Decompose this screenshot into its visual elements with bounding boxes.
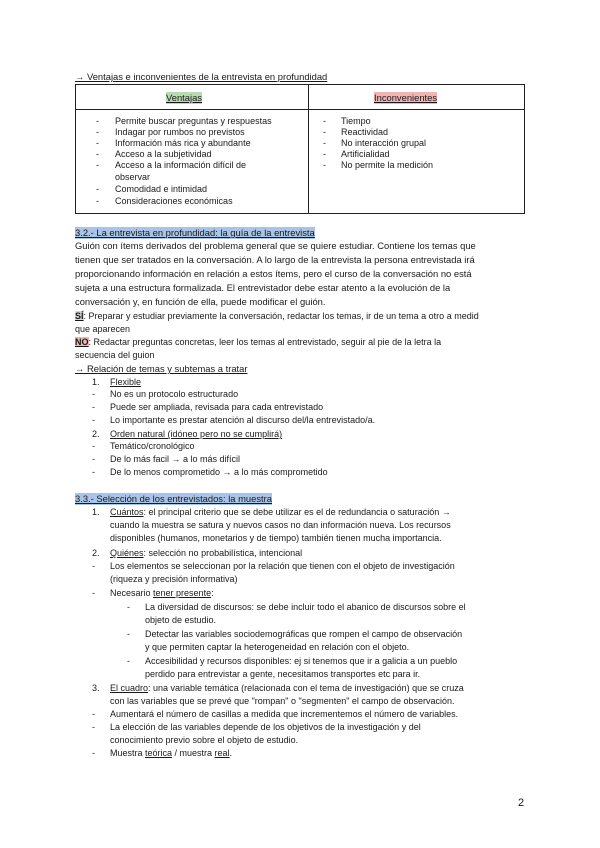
bullet: - — [92, 709, 95, 719]
cuadro-label: El cuadro — [110, 683, 149, 693]
bullet: - — [92, 389, 95, 399]
bullet: - — [96, 116, 99, 126]
advantages-table — [75, 84, 525, 214]
sub-item-cont: y que permiten captar la heterogeneidad en relación con el objeto. — [145, 642, 410, 652]
page-number: 2 — [518, 797, 525, 809]
table-header-inconvenientes: Inconvenientes — [374, 92, 438, 103]
list-item: Acceso a la información difícil de — [115, 160, 247, 170]
sub-item: Detectar las variables sociodemográficas que rompen el campo de observación — [145, 629, 463, 639]
list-number: 1. — [92, 377, 100, 387]
muestra-real: real — [214, 748, 230, 758]
paragraph-line: disponibles (humanos, monetarios y de tiempo) también tienen mucha importancia. — [110, 533, 442, 543]
paragraph-line: tienen que ser tratados en la conversación. A lo largo de la entrevista la persona entrevistada irá — [75, 254, 475, 265]
bullet: - — [127, 629, 130, 639]
bullet: - — [92, 454, 95, 464]
list-number: 2. — [92, 429, 100, 439]
list-item: Consideraciones económicas — [115, 196, 233, 206]
section-ventajas-title: → Ventajas e inconvenientes de la entrevista en profundidad — [75, 71, 328, 82]
list-item: Indagar por rumbos no previstos — [115, 127, 245, 137]
necesario-post: : — [211, 588, 214, 598]
bullet: - — [96, 149, 99, 159]
bullet: - — [96, 138, 99, 148]
list-item-cont: conocimiento previo sobre el objeto de estudio. — [110, 735, 299, 745]
si-text: : Preparar y estudiar previamente la conversación, redactar los temas, ir de un tema a otro a medid — [83, 311, 479, 321]
bullet: - — [323, 138, 326, 148]
bullet: - — [92, 402, 95, 412]
list-item: Lo importante es prestar atención al discurso del/la entrevistado/a. — [110, 415, 376, 425]
list-item: No es un protocolo estructurado — [110, 389, 239, 399]
bullet: - — [92, 722, 95, 732]
paragraph-line: cuando la muestra se satura y nuevos casos no dan información nueva. Los recursos — [110, 520, 451, 530]
muestra-pre: Muestra — [110, 748, 146, 758]
bullet: - — [92, 588, 95, 598]
bullet: - — [96, 160, 99, 170]
section-3-3-title: 3.3.- Selección de los entrevistados: la muestra — [75, 493, 272, 504]
list-item: Reactividad — [341, 127, 389, 137]
list-item: Tiempo — [341, 116, 371, 126]
flexible-label: Flexible — [110, 377, 142, 387]
bullet: - — [96, 127, 99, 137]
muestra-end: . — [229, 748, 233, 758]
list-item: De lo más facil → a lo más difícil — [110, 454, 241, 464]
cuadro-line — [110, 682, 464, 694]
tener-presente-label: tener presente — [153, 588, 212, 598]
paragraph-line: Guión con ítems derivados del problema general que se quiere estudiar. Contiene los temas que — [75, 240, 476, 251]
bullet: - — [127, 656, 130, 666]
bullet: - — [127, 602, 130, 612]
list-number: 2. — [92, 548, 100, 558]
no-text: : Redactar preguntas concretas, leer los temas al entrevistado, seguir al pie de la letra la — [88, 337, 442, 347]
sub-item: La diversidad de discursos: se debe incluir todo el abanico de discursos sobre el — [145, 602, 466, 612]
muestra-mid: / muestra — [172, 748, 215, 758]
bullet: - — [92, 748, 95, 758]
paragraph-line: con las variables que se prevé que "rompan" o "segmenten" el campo de observación. — [110, 696, 455, 706]
list-number: 3. — [92, 683, 100, 693]
no-line — [75, 336, 441, 348]
list-item-cont: observar — [115, 172, 151, 182]
paragraph-line: proporcionando información en relación a estos ítems, pero el curso de la conversación no está — [75, 268, 472, 279]
necesario-line — [110, 587, 214, 599]
bullet: - — [96, 184, 99, 194]
list-item: No permite la medición — [341, 160, 434, 170]
sub-item-cont: objeto de estudio. — [145, 615, 217, 625]
quienes-label: Quiénes — [110, 548, 144, 558]
list-item: De lo menos comprometido → a lo más comprometido — [110, 467, 328, 477]
quienes-line — [110, 547, 302, 559]
si-label: SÍ — [75, 311, 84, 321]
list-item: Los elementos se seleccionan por la relación que tienen con el objeto de investigación — [110, 561, 455, 571]
cuantos-text: : el principal criterio que se debe utilizar es el de redundancia o saturación → — [143, 507, 451, 517]
orden-natural-label: Orden natural (idóneo pero no se cumplirá) — [110, 429, 283, 439]
list-item: Puede ser ampliada, revisada para cada entrevistado — [110, 402, 324, 412]
relacion-temas-title: → Relación de temas y subtemas a tratar — [75, 363, 248, 374]
list-item: Artificialidad — [341, 149, 390, 159]
list-number: 1. — [92, 507, 100, 517]
no-line-cont: secuencia del guion — [75, 350, 155, 360]
table-header-ventajas: Ventajas — [166, 92, 202, 103]
cuadro-text: : una variable temática (relacionada con el tema de investigación) que se cruza — [148, 683, 464, 693]
cuantos-line — [110, 506, 451, 518]
paragraph-line: sujeta a una estructura formalizada. El entrevistador debe estar atento a la evolución de la — [75, 282, 451, 293]
paragraph-line: conversación y, en función de ella, puede modificar el guión. — [75, 296, 326, 307]
list-item-cont: (riqueza y precisión informativa) — [110, 574, 238, 584]
table-divider — [308, 85, 309, 213]
bullet: - — [323, 116, 326, 126]
bullet: - — [323, 149, 326, 159]
list-item: No interacción grupal — [341, 138, 427, 148]
list-item: La elección de las variables depende de los objetivos de la investigación y del — [110, 722, 421, 732]
bullet: - — [92, 415, 95, 425]
quienes-text: : selección no probabilística, intencional — [143, 548, 303, 558]
list-item: Aumentará el número de casillas a medida que incrementemos el número de variables. — [110, 709, 459, 719]
bullet: - — [96, 196, 99, 206]
bullet: - — [323, 127, 326, 137]
no-label: NO — [75, 337, 89, 347]
list-item: Acceso a la subjetividad — [115, 149, 212, 159]
table-header-line — [76, 109, 524, 110]
bullet: - — [323, 160, 326, 170]
si-line-cont: que aparecen — [75, 324, 131, 334]
si-line — [75, 310, 479, 322]
bullet: - — [92, 467, 95, 477]
sub-item-cont: perdido para entrevistar a gente, necesitamos transportes etc para ir. — [145, 669, 421, 679]
list-item: Permite buscar preguntas y respuestas — [115, 116, 272, 126]
necesario-pre: Necesario — [110, 588, 154, 598]
sub-item: Accesibilidad y recursos disponibles: ej si tenemos que ir a galicia a un pueblo — [145, 656, 458, 666]
cuantos-label: Cuántos — [110, 507, 144, 517]
muestra-line — [110, 747, 232, 759]
list-item: Temático/cronológico — [110, 441, 195, 451]
list-item: Información más rica y abundante — [115, 138, 251, 148]
bullet: - — [92, 561, 95, 571]
section-3-2-title: 3.2.- La entrevista en profundidad: la guía de la entrevista — [75, 227, 315, 238]
muestra-teorica: teórica — [145, 748, 173, 758]
list-item: Comodidad e intimidad — [115, 184, 208, 194]
bullet: - — [92, 441, 95, 451]
